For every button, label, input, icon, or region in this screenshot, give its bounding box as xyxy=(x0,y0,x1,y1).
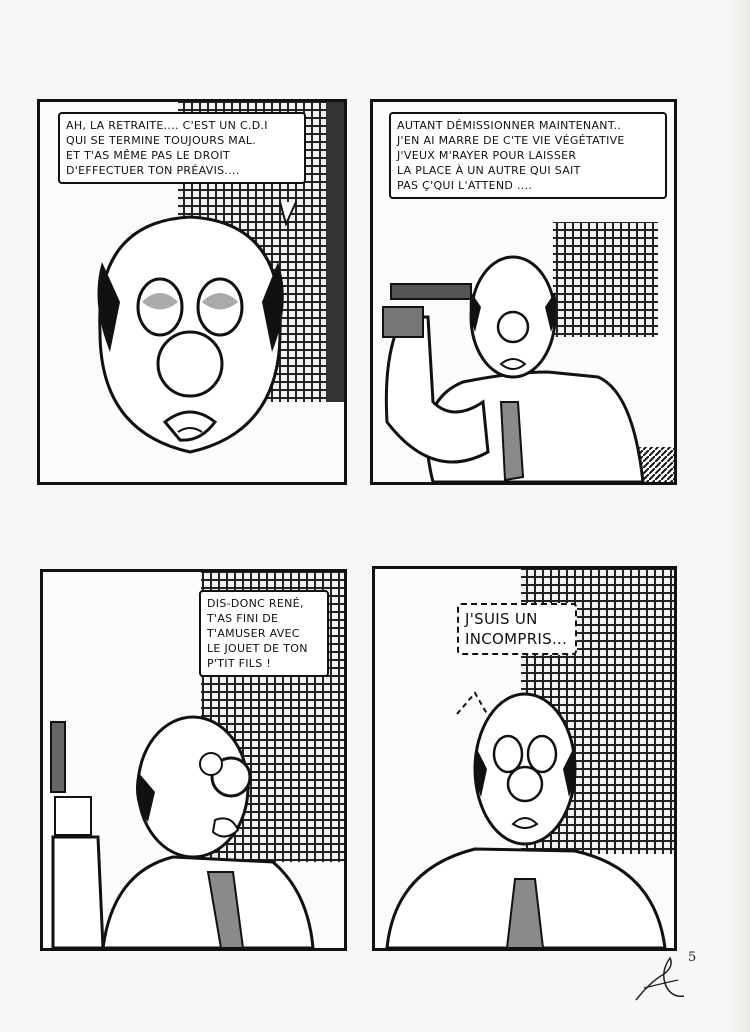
page-edge xyxy=(728,0,750,1032)
balloon-1-line-3: ET T'AS MÊME PAS LE DROIT xyxy=(66,149,231,162)
balloon-2-line-1: AUTANT DÉMISSIONNER MAINTENANT.. xyxy=(397,119,622,132)
thought-tail xyxy=(457,693,487,714)
balloon-2-line-2: J'EN AI MARRE DE C'TE VIE VÉGÉTATIVE xyxy=(397,134,625,147)
balloon-3-line-4: LE JOUET DE TON xyxy=(207,642,308,655)
artist-signature xyxy=(630,952,690,1007)
balloon-1-line-4: D'EFFECTUER TON PRÉAVIS.... xyxy=(66,164,240,177)
balloon-3-line-3: T'AMUSER AVEC xyxy=(207,627,300,640)
balloon-3-line-1: DIS-DONC RENÉ, xyxy=(207,597,304,610)
speech-balloon-3 xyxy=(199,590,329,677)
comic-panel-3 xyxy=(40,569,347,951)
comic-panel-4 xyxy=(372,566,677,951)
comic-panel-1 xyxy=(37,99,347,485)
balloon-2-line-3: J'VEUX M'RAYER POUR LAISSER xyxy=(397,149,577,162)
speech-balloon-2 xyxy=(389,112,667,199)
window-grid xyxy=(553,222,658,337)
comic-panel-2 xyxy=(370,99,677,485)
balloon-2-line-4: LA PLACE À UN AUTRE QUI SAIT xyxy=(397,164,581,177)
balloon-2-line-5: PAS Ç'QUI L'ATTEND .... xyxy=(397,179,533,192)
balloon-1-line-1: AH, LA RETRAITE.... C'EST UN C.D.I xyxy=(66,119,268,132)
balloon-4-line-1: J'SUIS UN xyxy=(465,610,538,628)
balloon-4-line-2: INCOMPRIS... xyxy=(465,630,568,648)
man-face xyxy=(98,217,284,452)
speech-balloon-1 xyxy=(58,112,306,184)
window-frame xyxy=(326,102,344,402)
page-number: 5 xyxy=(688,950,697,965)
thought-balloon-4 xyxy=(457,603,577,655)
balloon-3-line-2: T'AS FINI DE xyxy=(207,612,279,625)
balloon-1-line-2: QUI SE TERMINE TOUJOURS MAL. xyxy=(66,134,257,147)
balloon-3-line-5: P'TIT FILS ! xyxy=(207,657,272,670)
